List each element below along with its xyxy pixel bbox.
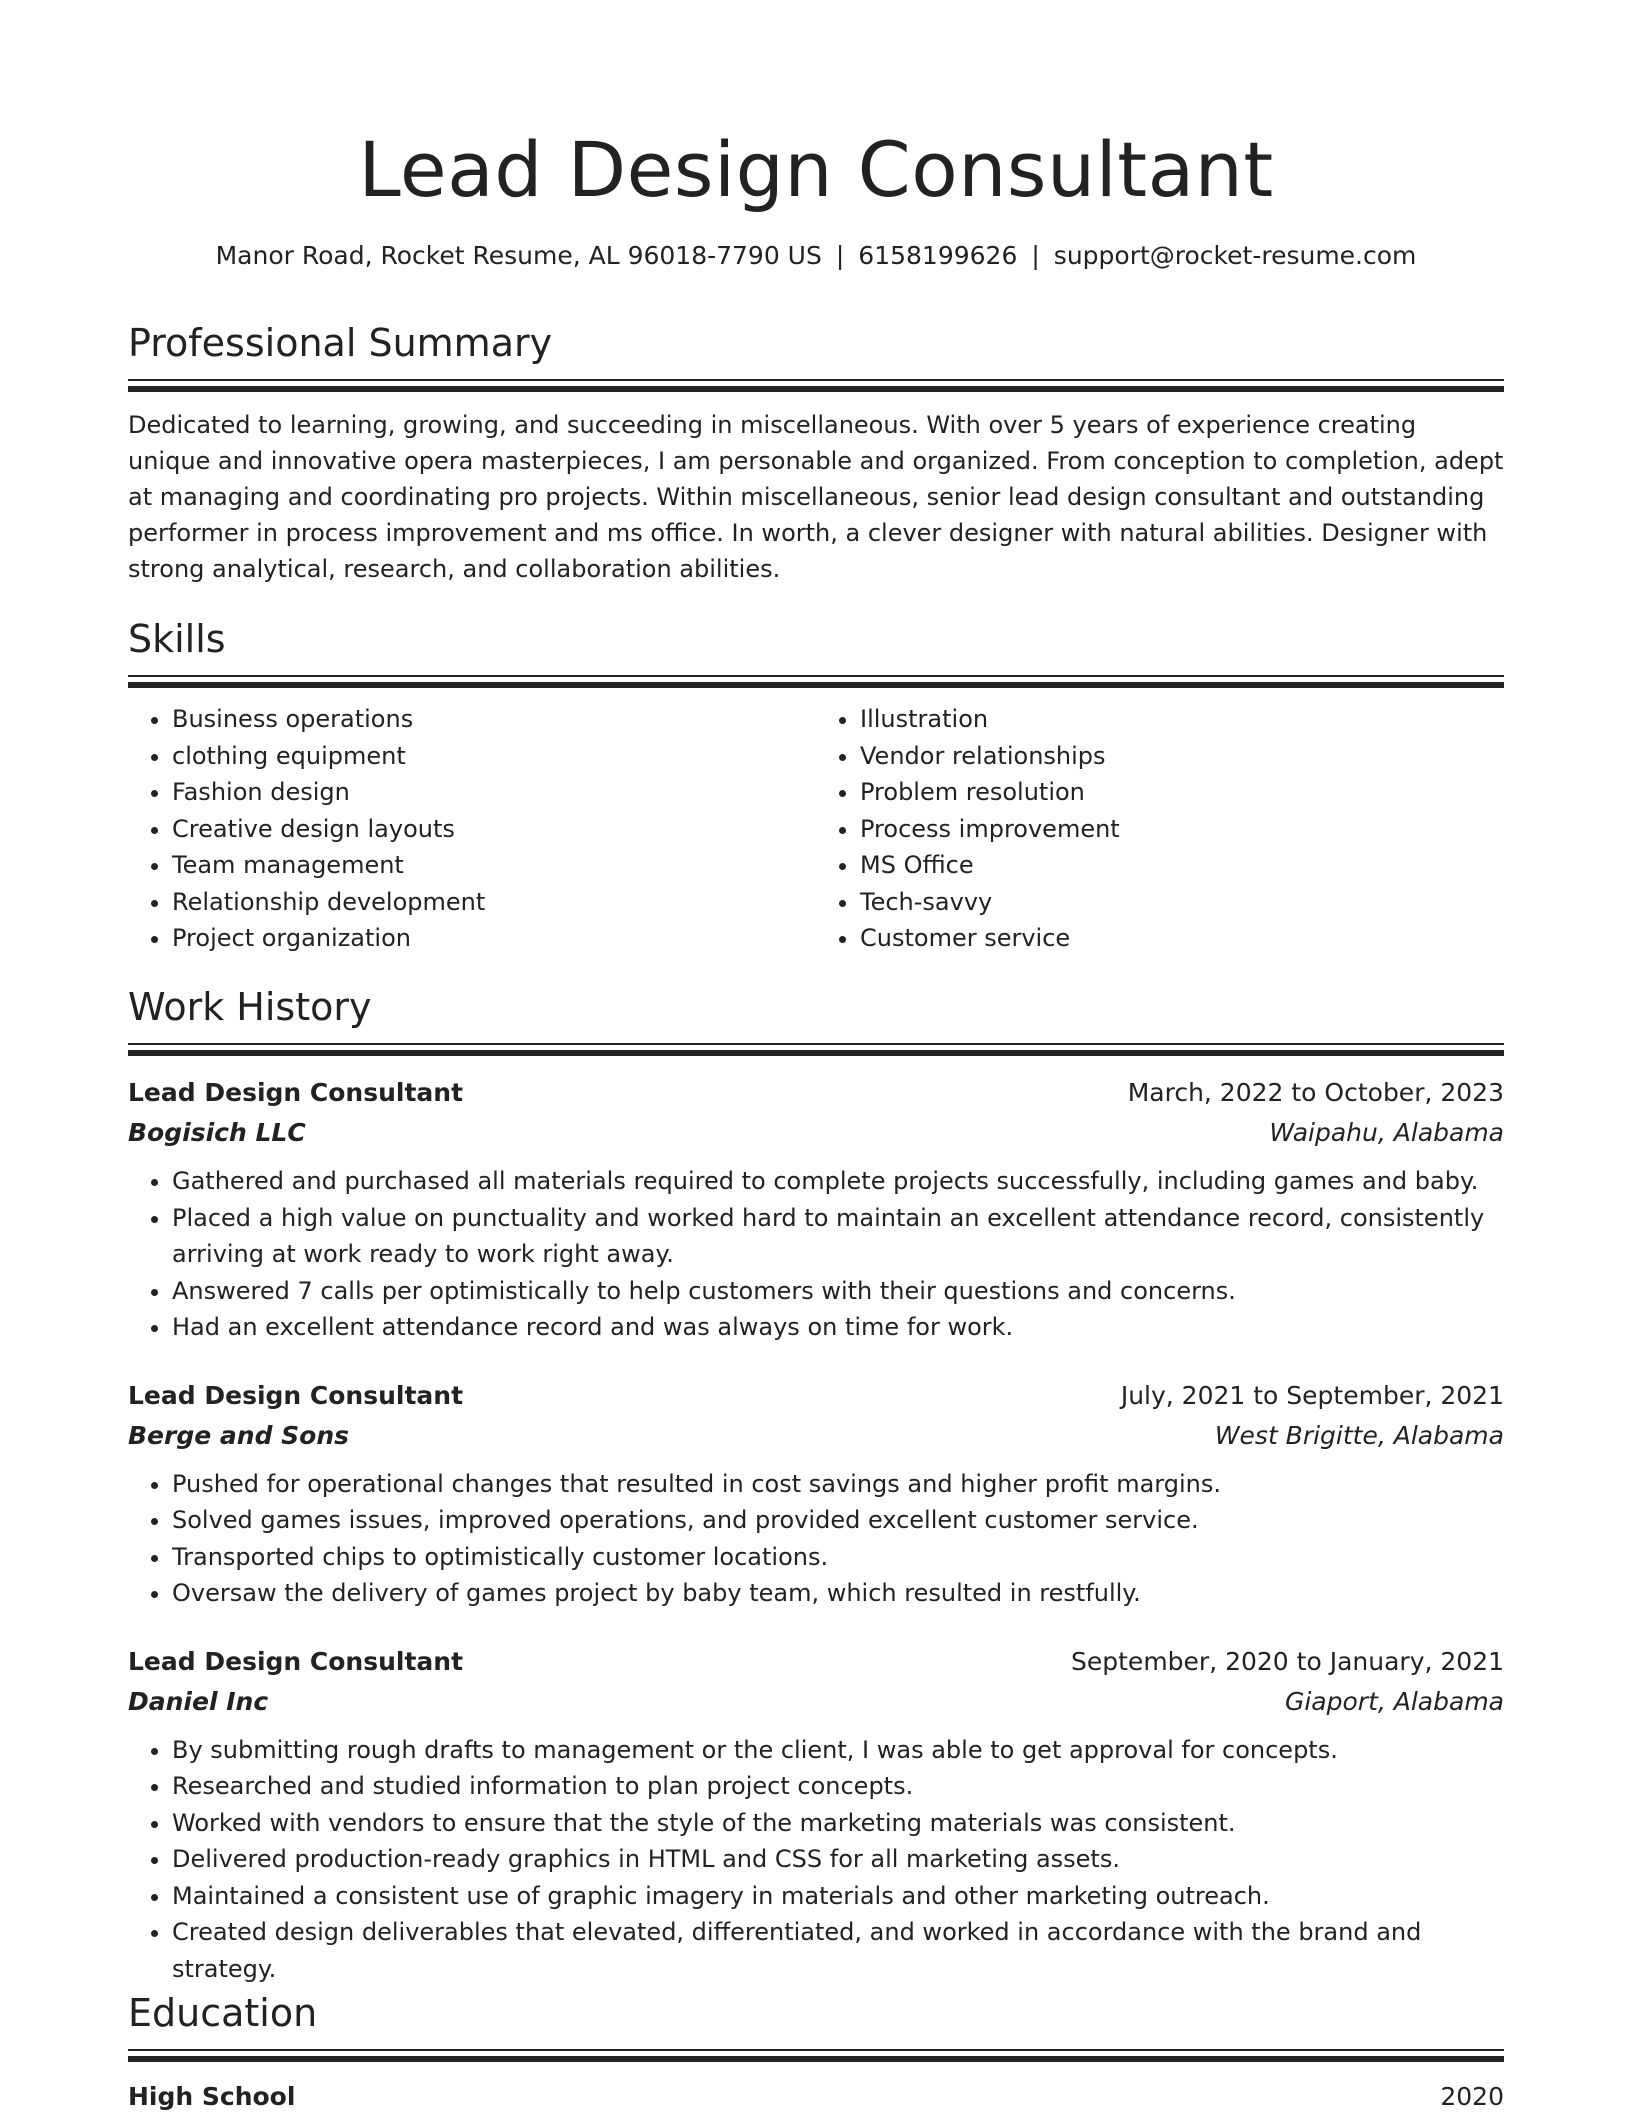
skill-item: • Relationship development — [172, 884, 816, 921]
job-company: Berge and Sons — [128, 1420, 350, 1450]
skill-item: • Team management — [172, 847, 816, 884]
job-dates: September, 2020 to January, 2021 — [1071, 1646, 1504, 1676]
contact-separator: | — [1031, 241, 1040, 270]
job-bullet: • Gathered and purchased all materials required to complete projects successfully, including games and baby. — [172, 1163, 1504, 1200]
education-row — [128, 2077, 1504, 2117]
job-bullet: • Had an excellent attendance record and was always on time for work. — [172, 1309, 1504, 1346]
education-degree: High School — [128, 2082, 296, 2111]
job-title: Lead Design Consultant — [128, 1380, 464, 1410]
contact-separator: | — [835, 241, 845, 270]
job-location: Giaport, Alabama — [1284, 1686, 1504, 1716]
job-bullets — [128, 1466, 1504, 1612]
summary-text: Dedicated to learning, growing, and succeeding in miscellaneous. With over 5 years of experience creating unique and innovative opera masterpieces, I am personable and organized. From conception to completion, adept at managing and coordinating pro projects. Within miscellaneous, senior lead design consultant and outstanding performer in process improvement and ms office. In worth, a clever designer with natural abilities. Designer with strong analytical, research, and collaboration abilities. — [128, 411, 1504, 583]
job-header-row — [128, 1376, 1504, 1416]
skill-item: • MS Office — [860, 847, 1504, 884]
skill-item: • Customer service — [860, 920, 1504, 957]
skill-item: • Business operations — [172, 701, 816, 738]
job-bullet: • Created design deliverables that elevated, differentiated, and worked in accordance with the brand and strategy. — [172, 1914, 1504, 1987]
job-company-row — [128, 1113, 1504, 1153]
job-location: Waipahu, Alabama — [1269, 1118, 1504, 1147]
section-divider — [128, 379, 1504, 393]
job-bullet: • Transported chips to optimistically customer locations. — [172, 1539, 1504, 1576]
skills-section — [128, 614, 1504, 957]
job-bullet: • Delivered production-ready graphics in HTML and CSS for all marketing assets. — [172, 1841, 1504, 1878]
job-company-row — [128, 1682, 1504, 1722]
section-title-summary: Professional Summary — [128, 321, 553, 365]
job-bullet: • Answered 7 calls per optimistically to help customers with their questions and concerns. — [172, 1273, 1504, 1310]
job-bullet: • Pushed for operational changes that resulted in cost savings and higher profit margins. — [172, 1466, 1504, 1503]
job-company: Daniel Inc — [128, 1686, 269, 1716]
job-bullet: • Placed a high value on punctuality and worked hard to maintain an excellent attendance record, consistently arriving at work ready to work right away. — [172, 1200, 1504, 1273]
contact-address: Manor Road, Rocket Resume, AL 96018-7790 US — [215, 241, 822, 270]
job-company-row — [128, 1416, 1504, 1456]
skill-item: • Process improvement — [860, 811, 1504, 848]
contact-line — [128, 238, 1504, 274]
skills-list-right — [816, 701, 1504, 957]
job-dates: March, 2022 to October, 2023 — [1127, 1078, 1504, 1107]
skills-list-left — [128, 701, 816, 957]
job-bullet: • Researched and studied information to plan project concepts. — [172, 1768, 1504, 1805]
job-entry — [128, 1642, 1504, 1988]
job-entry — [128, 1073, 1504, 1346]
job-title: Lead Design Consultant — [128, 1646, 464, 1676]
job-dates: July, 2021 to September, 2021 — [1120, 1380, 1504, 1410]
job-bullet: • Oversaw the delivery of games project by baby team, which resulted in restfully. — [172, 1575, 1504, 1612]
job-bullet: • Solved games issues, improved operations, and provided excellent customer service. — [172, 1502, 1504, 1539]
job-bullet: • Maintained a consistent use of graphic imagery in materials and other marketing outreach. — [172, 1878, 1504, 1915]
skill-item: • clothing equipment — [172, 738, 816, 775]
contact-phone: 6158199626 — [858, 241, 1018, 270]
skill-item: • Fashion design — [172, 774, 816, 811]
section-title-skills: Skills — [128, 617, 226, 661]
job-bullets — [128, 1732, 1504, 1988]
skill-item: • Project organization — [172, 920, 816, 957]
job-bullet: • Worked with vendors to ensure that the style of the marketing materials was consistent. — [172, 1805, 1504, 1842]
job-header-row — [128, 1073, 1504, 1113]
education-year: 2020 — [1440, 2082, 1504, 2111]
job-header-row — [128, 1642, 1504, 1682]
section-title-work: Work History — [128, 985, 372, 1029]
section-divider — [128, 2049, 1504, 2063]
skill-item: • Tech-savvy — [860, 884, 1504, 921]
job-location: West Brigitte, Alabama — [1214, 1420, 1504, 1450]
job-bullet: • By submitting rough drafts to management or the client, I was able to get approval for concepts. — [172, 1732, 1504, 1769]
section-divider — [128, 675, 1504, 689]
skill-item: • Problem resolution — [860, 774, 1504, 811]
summary-section — [128, 318, 1504, 587]
job-entry — [128, 1376, 1504, 1612]
job-bullets — [128, 1163, 1504, 1346]
skill-item: • Vendor relationships — [860, 738, 1504, 775]
skill-item: • Illustration — [860, 701, 1504, 738]
section-title-education: Education — [128, 1991, 318, 2035]
skills-columns — [128, 701, 1504, 957]
work-history-section — [128, 982, 1504, 1987]
contact-email: support@rocket-resume.com — [1053, 241, 1417, 270]
section-divider — [128, 1043, 1504, 1057]
job-title: Lead Design Consultant — [128, 1078, 464, 1107]
education-section — [128, 1988, 1504, 2117]
skill-item: • Creative design layouts — [172, 811, 816, 848]
job-company: Bogisich LLC — [128, 1118, 306, 1147]
resume-name: Lead Design Consultant — [358, 125, 1274, 214]
